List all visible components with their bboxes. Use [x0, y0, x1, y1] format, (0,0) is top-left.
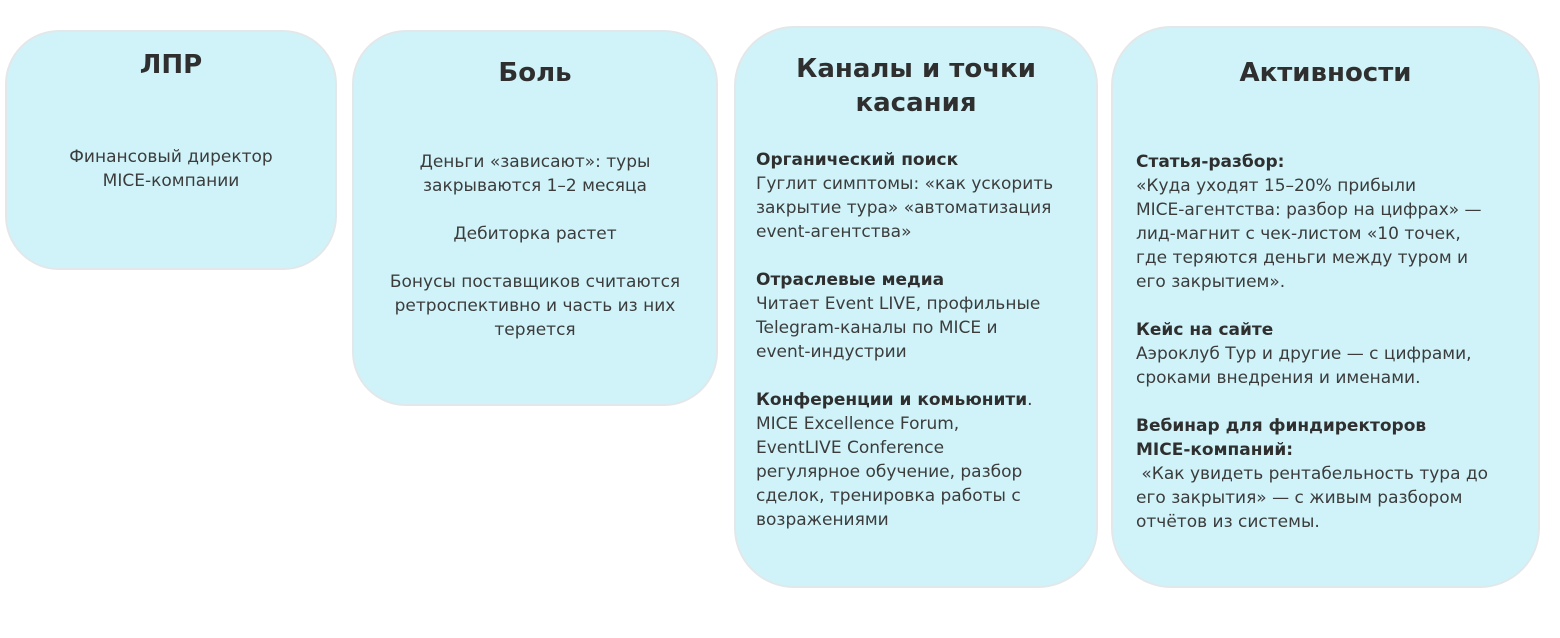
text-line: «Как увидеть рентабельность тура до: [1136, 464, 1489, 484]
text-line: его закрытием».: [1136, 272, 1286, 292]
card-pain: [352, 30, 718, 406]
section-heading: [756, 268, 1086, 292]
card-body-activities: [1136, 150, 1528, 534]
text-line: возражениями: [756, 510, 889, 530]
card-decision-maker: [5, 30, 337, 270]
section-title: Органический поиск: [756, 150, 959, 170]
text-line: где теряются деньги между туром и: [1136, 248, 1469, 268]
title-line: Каналы и точки: [796, 54, 1036, 84]
text-line: отчётов из системы.: [1136, 512, 1320, 532]
section-title: Вебинар для финдиректоров: [1136, 416, 1427, 436]
card-body-pain: [354, 150, 716, 342]
card-channels: [734, 26, 1098, 588]
text-line: закрытие тура» «автоматизация: [756, 198, 1052, 218]
card-body-channels: [756, 148, 1086, 532]
title-line: касания: [855, 88, 977, 118]
pain-paragraph: [354, 270, 716, 342]
text-line: его закрытия» — с живым разбором: [1136, 488, 1463, 508]
text-line: event-агентства»: [756, 222, 912, 242]
channel-section: [756, 388, 1086, 532]
pain-paragraph: [354, 150, 716, 198]
text-line: Деньги «зависают»: туры: [419, 152, 651, 172]
card-body-decision-maker: [7, 145, 335, 193]
text-line: Аэроклуб Тур и другие — с цифрами,: [1136, 344, 1472, 364]
text-line: Читает Event LIVE, профильные: [756, 294, 1041, 314]
text-line: EventLIVE Conference: [756, 438, 945, 458]
section-title: Отраслевые медиа: [756, 270, 945, 290]
text-line: теряется: [494, 320, 576, 340]
text-line: закрываются 1–2 месяца: [423, 176, 647, 196]
section-heading: [756, 388, 1086, 412]
activity-section: [1136, 318, 1528, 390]
pain-paragraph: [354, 222, 716, 246]
section-title: Конференции и комьюнити: [756, 390, 1028, 410]
text-line: ретроспективно и часть из них: [394, 296, 676, 316]
activity-section: [1136, 150, 1528, 294]
text-line: MICE Excellence Forum,: [756, 414, 960, 434]
card-title-decision-maker: ЛПР: [139, 50, 203, 80]
section-title-suffix: .: [1027, 390, 1033, 410]
card-title-activities: Активности: [1239, 58, 1412, 88]
text-line: Дебиторка растет: [453, 224, 617, 244]
text-line: Гуглит симптомы: «как ускорить: [756, 174, 1054, 194]
text-line: event-индустрии: [756, 342, 907, 362]
card-title-channels: [736, 52, 1096, 120]
text-line: Финансовый директор: [69, 147, 273, 167]
section-title: Кейс на сайте: [1136, 320, 1274, 340]
section-heading: [756, 148, 1086, 172]
text-line: «Куда уходят 15–20% прибыли: [1136, 176, 1417, 196]
text-line: сроками внедрения и именами.: [1136, 368, 1421, 388]
text-line: MICE-компании: [102, 171, 240, 191]
channel-section: [756, 268, 1086, 364]
section-title: Статья-разбор:: [1136, 152, 1285, 172]
card-activities: [1111, 26, 1540, 588]
card-title-pain: Боль: [498, 58, 572, 88]
text-line: Бонусы поставщиков считаются: [389, 272, 681, 292]
text-line: регулярное обучение, разбор: [756, 462, 1023, 482]
section-title: MICE-компаний:: [1136, 440, 1294, 460]
text-line: MICE-агентства: разбор на цифрах» —: [1136, 200, 1482, 220]
activity-section: [1136, 414, 1528, 534]
channel-section: [756, 148, 1086, 244]
text-line: сделок, тренировка работы с: [756, 486, 1021, 506]
text-line: лид-магнит с чек-листом «10 точек,: [1136, 224, 1461, 244]
text-line: Telegram-каналы по MICE и: [756, 318, 998, 338]
